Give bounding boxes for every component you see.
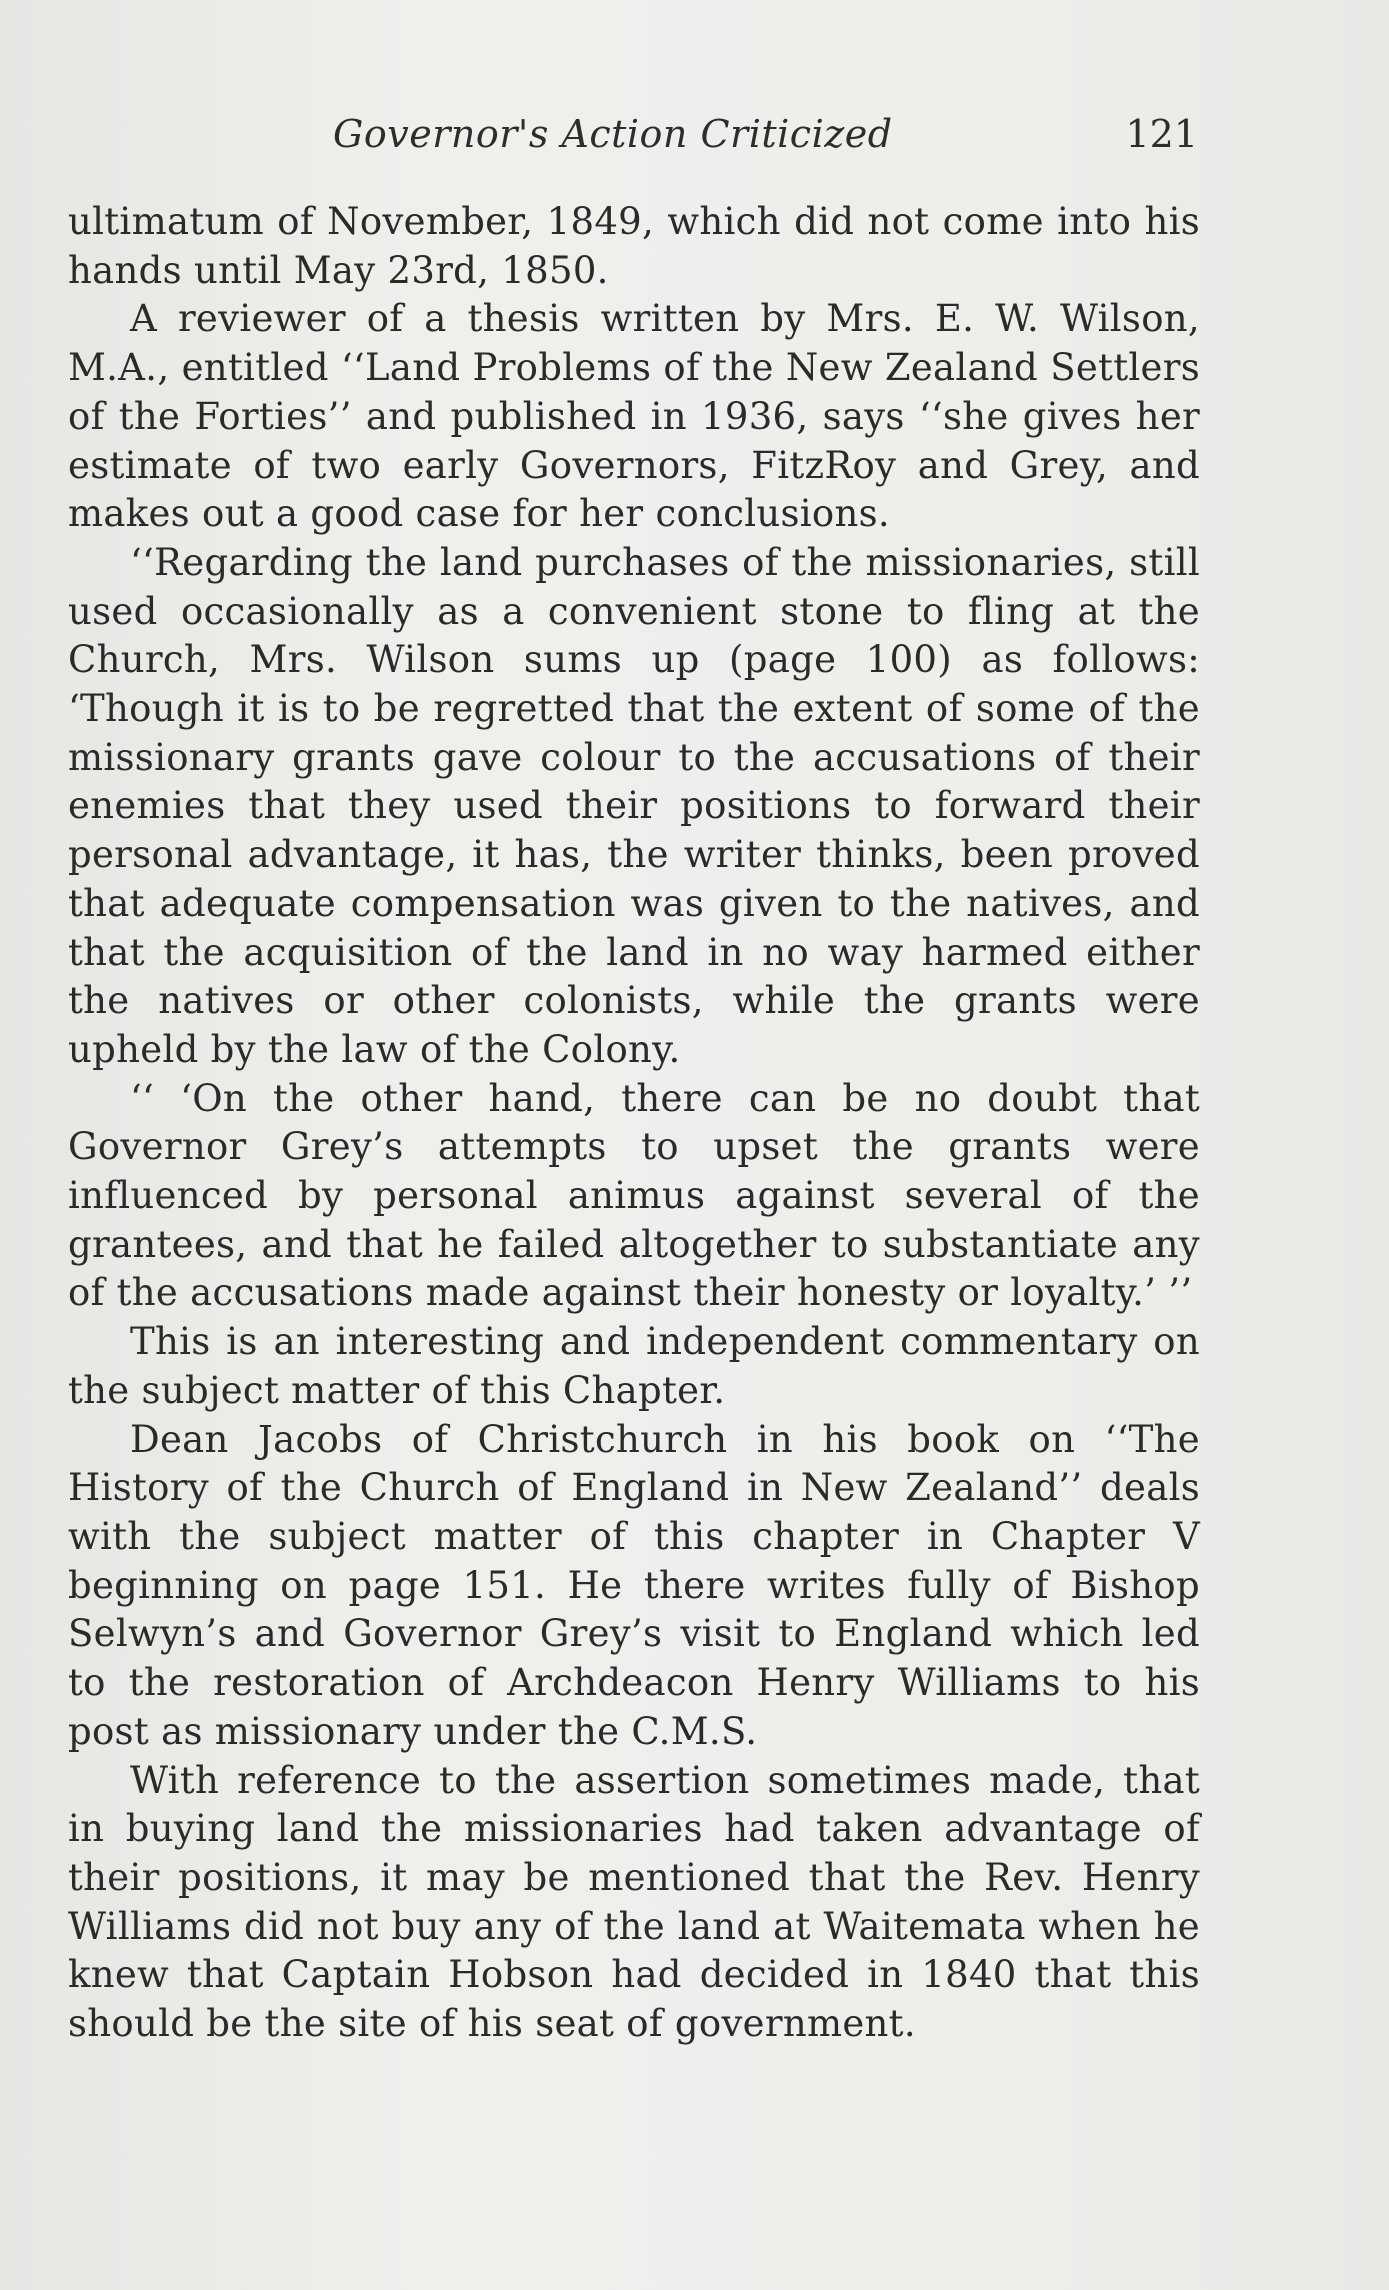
paragraph-commentary: This is an interesting and independent commentary on the subject matter of this Chapter.	[68, 1320, 1200, 1412]
running-title: Governor's Action Criticized	[333, 112, 893, 156]
paragraph-land-purchases: ‘‘Regarding the land purchases of the missionaries, still used occasionally as a convenient stone to fling at the Church, Mrs. Wilson sums up (page 100) as follows: ‘Though it is to be regretted that the extent of some of the missionary grants gave colour to the accusations of their enemies that they used their positions to forward their personal advantage, it has, the writer thinks, been proved that adequate compensation was given to the natives, and that the acquisition of the land in no way harmed either the natives or other colonists, while the grants were upheld by the law of the Colony.	[68, 540, 1200, 1071]
paragraph-other-hand: ‘‘ ‘On the other hand, there can be no doubt that Governor Grey’s attempts to upset the grants were influenced by personal animus against several of the grantees, and that he failed altogether to substantiate any of the accusations made against their honesty or loyalty.’ ’’	[68, 1076, 1200, 1315]
paragraph-continuation: ultimatum of November, 1849, which did not come into his hands until May 23rd, 1850.	[68, 200, 1200, 292]
paragraph-dean-jacobs: Dean Jacobs of Christchurch in his book on ‘‘The History of the Church of England in New Zealand’’ deals with the subject matter of this chapter in Chapter V beginning on page 151. He there writes fully of Bishop Selwyn’s and Governor Grey’s visit to England which led to the restoration of Archdeacon Henry Williams to his post as missionary under the C.M.S.	[68, 1417, 1200, 1753]
running-header	[68, 112, 1198, 172]
paragraph-assertion: With reference to the assertion sometimes made, that in buying land the missionaries had taken advantage of their positions, it may be mentioned that the Rev. Henry Williams did not buy any of the land at Waitemata when he knew that Captain Hobson had decided in 1840 that this should be the site of his seat of government.	[68, 1758, 1200, 2046]
paragraph-reviewer: A reviewer of a thesis written by Mrs. E. W. Wilson, M.A., entitled ‘‘Land Problems of the New Zealand Settlers of the Forties’’ and published in 1936, says ‘‘she gives her estimate of two early Governors, FitzRoy and Grey, and makes out a good case for her conclusions.	[68, 297, 1200, 536]
page-number: 121	[1125, 112, 1198, 156]
body-text	[68, 198, 1200, 2049]
